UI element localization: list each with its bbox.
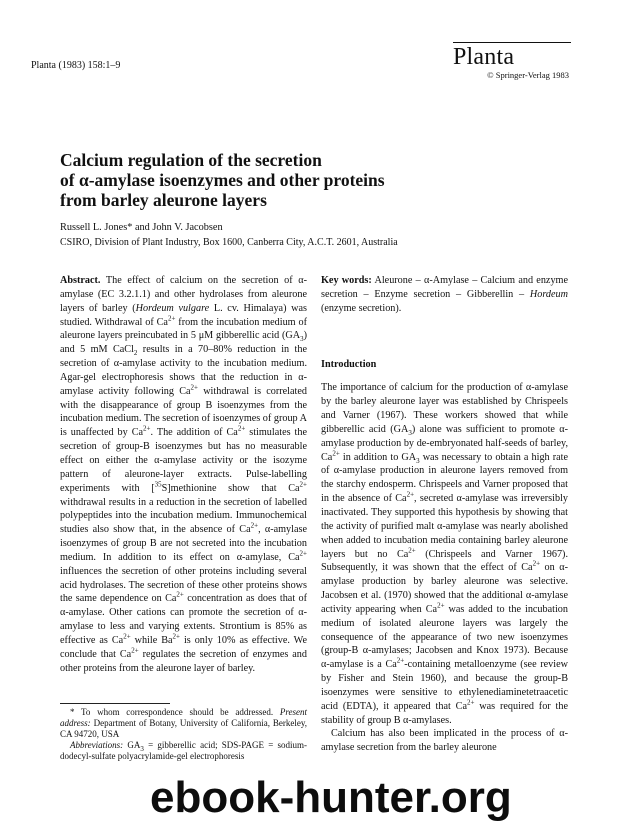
intro-text: was necessary to obtain a high rate of α-amylase production in aleurone layers removed from the starchy endosperm. Chrispeels and Varner proposed that in the absence of Ca xyxy=(321,451,568,505)
intro-text: -containing metalloenzyme (see review by Fisher and Stein 1960), and because the group-B isoenzymes were sensitive to ethylenediaminetetraacetic acid (EDTA), it appeared that Ca xyxy=(321,659,568,712)
subscript: 3 xyxy=(300,335,304,344)
footnote-rule xyxy=(60,703,170,704)
intro-text: ) alone was sufficient to promote α-amylase production by de-embryonated half-seeds of barley, Ca xyxy=(321,423,568,463)
charge-superscript: 2+ xyxy=(172,632,180,641)
subscript: 2 xyxy=(133,349,138,358)
charge-superscript: 2+ xyxy=(250,521,259,530)
footnote-text: GA xyxy=(123,740,141,750)
intro-text: , secreted α-amylase was irreversibly inactivated. They supported this hypothesis by showing that the activity of purified malt α-amylase was nearly abolished when added to incubation media containing barley aleurone layers but no Ca xyxy=(321,493,568,560)
charge-superscript: 2+ xyxy=(237,424,246,433)
title-line-2: of α-amylase isoenzymes and other proteins xyxy=(60,170,385,190)
section-heading-introduction: Introduction xyxy=(321,358,377,370)
charge-superscript: 2+ xyxy=(532,559,541,568)
abstract-text: while Ba xyxy=(130,634,173,646)
intro-text: (Chrispeels and Varner 1967). Subsequently, it was shown that the effect of Ca xyxy=(321,548,568,574)
footnotes xyxy=(60,707,307,762)
abstract-text: influences the secretion of other proteins including several acid hydrolases. The secretion of these other proteins shows the same dependence on Ca xyxy=(60,565,307,605)
charge-superscript: 2+ xyxy=(190,383,198,392)
logo-copyright: © Springer-Verlag 1983 xyxy=(487,70,569,80)
keywords xyxy=(321,274,568,316)
right-column xyxy=(321,274,568,755)
charge-superscript: 2+ xyxy=(396,656,405,665)
charge-superscript: 2+ xyxy=(332,449,340,458)
journal-logo xyxy=(453,42,573,80)
abstract-text: is only 10% as effective. We conclude that Ca xyxy=(60,634,307,660)
abstract-text: from the incubation medium of aleurone layers preincubated in 5 μM gibberellic acid (GA xyxy=(60,316,307,342)
title-line-1: Calcium regulation of the secretion xyxy=(60,150,322,170)
intro-text: The importance of calcium for the production of α-amylase by the barley aleurone layer was established by Chrispeels and Varner (1967). These workers showed that while gibberellic acid (GA xyxy=(321,382,568,435)
affiliation: CSIRO, Division of Plant Industry, Box 1600, Canberra City, A.C.T. 2601, Australia xyxy=(60,237,398,248)
keywords-text: (enzyme secretion). xyxy=(321,302,402,314)
charge-superscript: 2+ xyxy=(299,480,307,489)
journal-citation: Planta (1983) 158:1–9 xyxy=(31,60,121,71)
footnote-italic: Present address: xyxy=(60,707,307,728)
charge-superscript: 2+ xyxy=(123,632,131,641)
abbreviations-footnote xyxy=(60,740,307,762)
abstract-text: concentration as does that of α-amylase. Other cations can promote the secretion of α-amylase to less and varying extents. Strontium is 85% as effective as Ca xyxy=(60,593,307,646)
charge-superscript: 2+ xyxy=(466,698,475,707)
subscript: 3 xyxy=(408,428,412,437)
title-line-3: from barley aleurone layers xyxy=(60,190,267,210)
article-title xyxy=(60,150,560,210)
footnote-text: * To whom correspondence should be addressed. xyxy=(70,707,280,717)
charge-superscript: 2+ xyxy=(299,549,307,558)
intro-text: in addition to GA xyxy=(339,451,417,463)
charge-superscript: 2+ xyxy=(406,490,415,499)
intro-paragraph-1 xyxy=(321,381,568,727)
charge-superscript: 2+ xyxy=(143,424,151,433)
abstract-text: L. cv. Himalaya) was studied. Withdrawal of Ca xyxy=(60,302,307,328)
logo-rule xyxy=(453,42,571,43)
keywords-label: Key words: xyxy=(321,275,372,286)
abstract-text: withdrawal results in a reduction in the secretion of labelled polypeptides into the incubation medium. Immunochemical studies also show that, in the absence of Ca xyxy=(60,496,307,536)
abstract xyxy=(60,274,307,675)
abstract-paragraph xyxy=(60,274,307,675)
intro-text: was added to the incubation medium of isolated aleurone layers was largely the consequence of the appearance of two new isoenzymes (group-B α-amylases; Jacobsen and Knox 1973). Because α-amylase is a Ca xyxy=(321,603,568,671)
abstract-text: results in a 70–80% reduction in the secretion of α-amylase activity to the incubation medium. Agar-gel electrophoresis shows that the reduction in α-amylase activity following Ca xyxy=(60,344,307,397)
charge-superscript: 2+ xyxy=(167,314,176,323)
abstract-text: . The addition of Ca xyxy=(150,427,238,439)
intro-text: was required for the stability of group B α-amylases. xyxy=(321,700,568,726)
footnote-text: = gibberellic acid; SDS-PAGE = sodium-dodecyl-sulfate polyacrylamide-gel electrophoresis xyxy=(60,740,307,761)
isotope-superscript: 35 xyxy=(154,480,162,489)
intro-paragraph-2: Calcium has also been implicated in the process of α-amylase secretion from the barley aleurone xyxy=(321,728,568,754)
watermark-text: ebook-hunter.org xyxy=(150,773,512,822)
footnote-italic: Abbreviations: xyxy=(70,740,124,750)
logo-name: Planta xyxy=(453,44,515,70)
species-name: Hordeum vulgare xyxy=(135,302,210,314)
charge-superscript: 2+ xyxy=(131,646,139,655)
keywords-italic: Hordeum xyxy=(529,288,568,300)
abstract-label: Abstract. xyxy=(60,275,101,286)
abstract-text: regulates the secretion of enzymes and other proteins from the aleurone layer of barley. xyxy=(60,648,307,674)
keywords-text: Aleurone – α-Amylase – Calcium and enzyme secretion – Enzyme secretion – Gibberellin – xyxy=(321,275,568,300)
correspondence-footnote xyxy=(60,707,307,740)
abstract-text: withdrawal is correlated with the disappearance of group B isoenzymes from the incubation medium. The secretion of isoenzymes of group A is unaffected by Ca xyxy=(60,385,307,439)
charge-superscript: 2+ xyxy=(408,546,416,555)
abstract-text: ) and 5 mM CaCl xyxy=(60,330,307,356)
subscript: 3 xyxy=(416,456,420,465)
abstract-text: stimulates the secretion of group-B isoenzymes but has no measurable effect on either the α-amylase activity or the isozyme pattern of aleurone-layer extracts. Pulse-labelling experiments with [ xyxy=(60,427,307,494)
abstract-text: The effect of calcium on the secretion of α-amylase (EC 3.2.1.1) and other hydrolases from aleurone layers of barley ( xyxy=(60,275,307,314)
charge-superscript: 2+ xyxy=(437,601,445,610)
abstract-text: S]methionine show that Ca xyxy=(161,482,300,494)
footnote-text: Department of Botany, University of California, Berkeley, CA 94720, USA xyxy=(60,718,307,739)
authors: Russell L. Jones* and John V. Jacobsen xyxy=(60,222,223,233)
intro-text: on α-amylase production by barley aleurone was selective. Jacobsen et al. (1970) showed that the additional α-amylase activity appearing when Ca xyxy=(321,562,568,615)
subscript: 3 xyxy=(140,744,144,753)
abstract-text: , α-amylase isoenzymes of group B are not secreted into the incubation medium. In addition to its effect on α-amylase, Ca xyxy=(60,524,307,563)
charge-superscript: 2+ xyxy=(176,591,184,600)
